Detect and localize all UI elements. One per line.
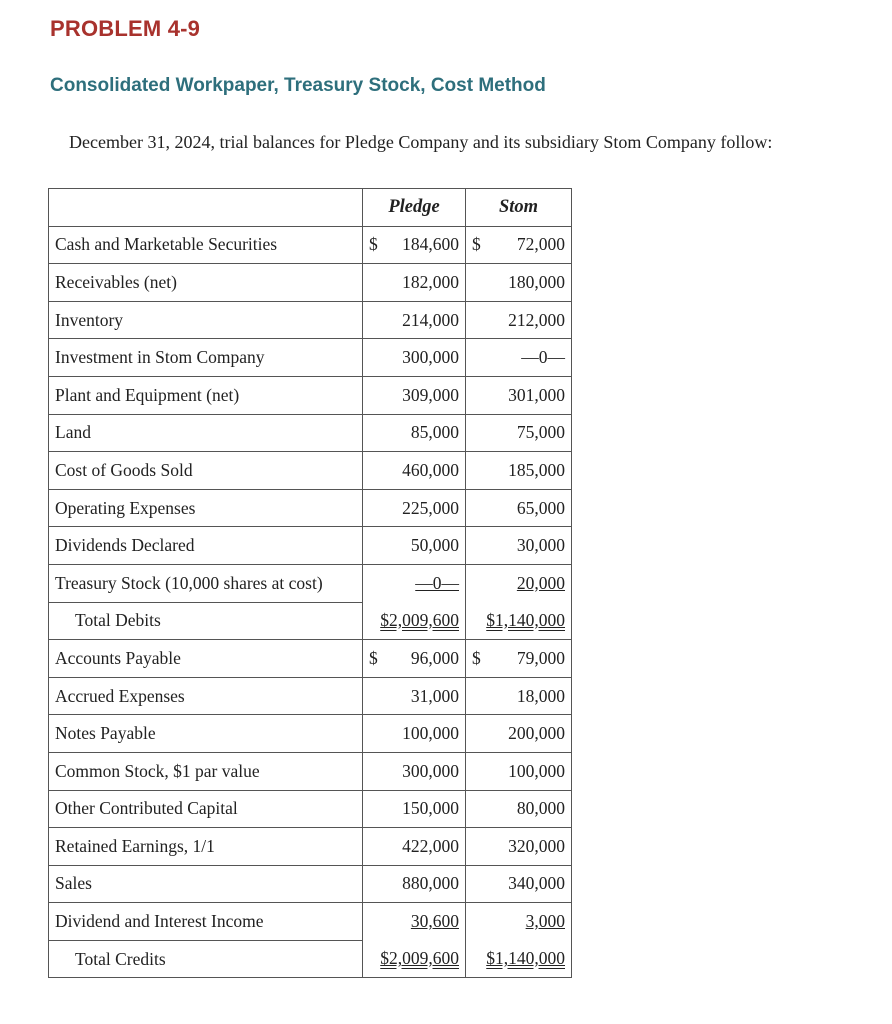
pledge-value: 96,000	[410, 647, 459, 668]
pledge-value: 85,000	[363, 414, 466, 452]
stom-value: 65,000	[466, 489, 572, 527]
row-label: Inventory	[49, 301, 363, 339]
row-label: Land	[49, 414, 363, 452]
table-row	[49, 489, 572, 527]
pledge-value: 880,000	[363, 865, 466, 903]
table-row	[49, 339, 572, 377]
stom-total-debits: $1,140,000	[486, 610, 565, 631]
stom-value: 20,000	[516, 572, 565, 593]
pledge-value: 300,000	[363, 752, 466, 790]
stom-value: —0—	[466, 339, 572, 377]
row-label: Plant and Equipment (net)	[49, 376, 363, 414]
stom-cell	[466, 940, 572, 978]
pledge-value: 225,000	[363, 489, 466, 527]
trial-balance-table	[48, 188, 572, 978]
table-row	[49, 715, 572, 753]
table-row	[49, 564, 572, 602]
total-credits-label: Total Credits	[49, 940, 363, 978]
stom-value: 180,000	[466, 264, 572, 302]
pledge-value: 309,000	[363, 376, 466, 414]
pledge-value: 150,000	[363, 790, 466, 828]
stom-value: 80,000	[466, 790, 572, 828]
table-row	[49, 640, 572, 678]
pledge-total-credits: $2,009,600	[380, 948, 459, 969]
pledge-cell	[363, 640, 466, 678]
row-label: Receivables (net)	[49, 264, 363, 302]
pledge-value: 300,000	[363, 339, 466, 377]
header-pledge: Pledge	[363, 189, 466, 227]
stom-value: 3,000	[525, 911, 565, 932]
stom-value: 100,000	[466, 752, 572, 790]
pledge-cell	[363, 602, 466, 640]
stom-value: 30,000	[466, 527, 572, 565]
stom-value: 72,000	[516, 234, 565, 255]
problem-number: PROBLEM 4-9	[50, 16, 201, 41]
pledge-value: —0—	[415, 572, 459, 593]
table-row	[49, 903, 572, 941]
intro-text: December 31, 2024, trial balances for Pledge Company and its subsidiary Stom Company follow:	[69, 132, 773, 152]
header-stom: Stom	[466, 189, 572, 227]
pledge-cell	[363, 903, 466, 941]
stom-value: 212,000	[466, 301, 572, 339]
row-label: Sales	[49, 865, 363, 903]
row-label: Dividends Declared	[49, 527, 363, 565]
row-label: Other Contributed Capital	[49, 790, 363, 828]
table-row	[49, 452, 572, 490]
pledge-value: 182,000	[363, 264, 466, 302]
row-label: Accounts Payable	[49, 640, 363, 678]
stom-value: 320,000	[466, 828, 572, 866]
stom-value: 340,000	[466, 865, 572, 903]
table-row	[49, 264, 572, 302]
row-label: Cash and Marketable Securities	[49, 226, 363, 264]
pledge-cell	[363, 564, 466, 602]
table-row	[49, 301, 572, 339]
stom-value: 200,000	[466, 715, 572, 753]
pledge-value: 422,000	[363, 828, 466, 866]
stom-value: 18,000	[466, 677, 572, 715]
row-label: Treasury Stock (10,000 shares at cost)	[49, 564, 363, 602]
stom-cell	[466, 564, 572, 602]
pledge-value: 31,000	[363, 677, 466, 715]
table-row	[49, 226, 572, 264]
pledge-value: 460,000	[363, 452, 466, 490]
total-debits-label: Total Debits	[49, 602, 363, 640]
row-label: Retained Earnings, 1/1	[49, 828, 363, 866]
stom-total-credits: $1,140,000	[486, 948, 565, 969]
header-label	[49, 189, 363, 227]
pledge-value: 214,000	[363, 301, 466, 339]
table-row	[49, 790, 572, 828]
row-label: Accrued Expenses	[49, 677, 363, 715]
row-label: Dividend and Interest Income	[49, 903, 363, 941]
stom-value: 301,000	[466, 376, 572, 414]
total-credits-row	[49, 940, 572, 978]
total-debits-row	[49, 602, 572, 640]
row-label: Cost of Goods Sold	[49, 452, 363, 490]
stom-value: 75,000	[466, 414, 572, 452]
dollar-sign: $	[369, 647, 378, 668]
row-label: Common Stock, $1 par value	[49, 752, 363, 790]
stom-cell	[466, 903, 572, 941]
table-row	[49, 414, 572, 452]
table-row	[49, 865, 572, 903]
pledge-total-debits: $2,009,600	[380, 610, 459, 631]
table-row	[49, 752, 572, 790]
pledge-cell	[363, 226, 466, 264]
table-row	[49, 376, 572, 414]
pledge-cell	[363, 940, 466, 978]
row-label: Investment in Stom Company	[49, 339, 363, 377]
problem-title: Consolidated Workpaper, Treasury Stock, Cost Method	[50, 75, 546, 96]
row-label: Notes Payable	[49, 715, 363, 753]
stom-cell	[466, 640, 572, 678]
table-row	[49, 527, 572, 565]
stom-value: 185,000	[466, 452, 572, 490]
table-row	[49, 828, 572, 866]
table-header-row	[49, 189, 572, 227]
stom-value: 79,000	[516, 647, 565, 668]
stom-cell	[466, 226, 572, 264]
dollar-sign: $	[472, 647, 481, 668]
dollar-sign: $	[472, 234, 481, 255]
dollar-sign: $	[369, 234, 378, 255]
table-row	[49, 677, 572, 715]
pledge-value: 184,600	[402, 234, 459, 255]
stom-cell	[466, 602, 572, 640]
pledge-value: 100,000	[363, 715, 466, 753]
row-label: Operating Expenses	[49, 489, 363, 527]
pledge-value: 50,000	[363, 527, 466, 565]
pledge-value: 30,600	[410, 911, 459, 932]
